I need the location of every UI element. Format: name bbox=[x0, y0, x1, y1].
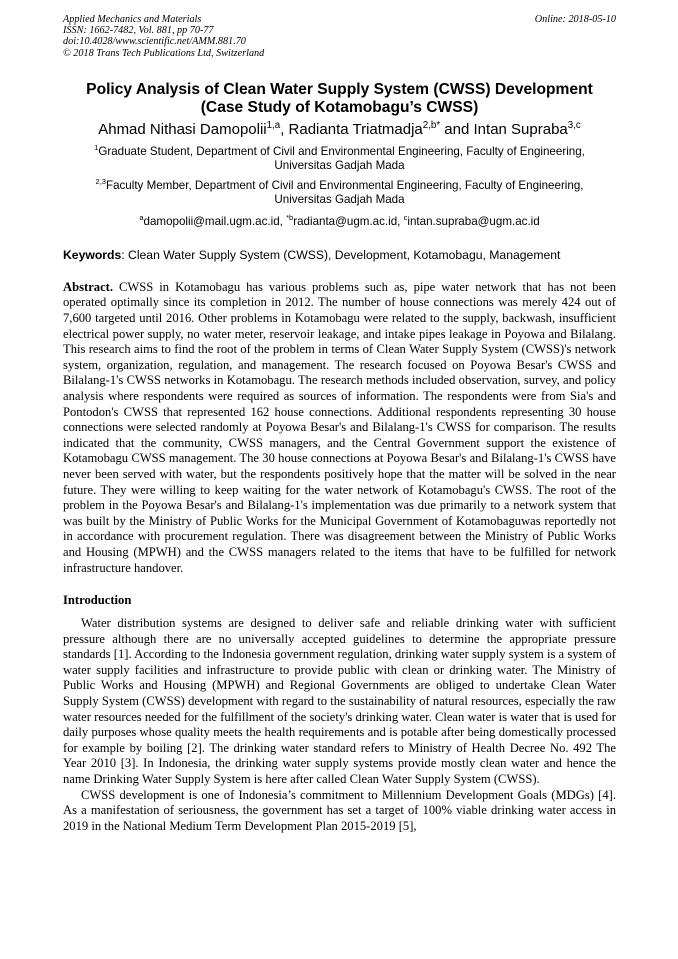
author-separator: and bbox=[440, 120, 474, 138]
email-superscript: c bbox=[403, 212, 408, 222]
affiliation-2 bbox=[63, 176, 616, 207]
author-superscript: 1,a bbox=[266, 119, 281, 131]
affiliation-institution: Universitas Gadjah Mada bbox=[274, 158, 405, 172]
email-list bbox=[63, 212, 616, 229]
affiliation-institution: Universitas Gadjah Mada bbox=[274, 192, 405, 206]
paper-title bbox=[63, 81, 616, 117]
issn-line: ISSN: 1662-7482, Vol. 881, pp 70-77 bbox=[63, 25, 214, 37]
keywords bbox=[63, 248, 616, 263]
affiliation-text: Faculty Member, Department of Civil and Environmental Engineering, Faculty of Engineering, bbox=[105, 178, 584, 192]
email-superscript: a bbox=[139, 212, 144, 222]
abstract-text: CWSS in Kotamobagu has various problems such as, pipe water network that has not been operated optimally since its completion in 2012. The number of house connections was merely 424 out of 7,600 targeted until 2016. Other problems in Kotamobagu were related to the supply, backwash, insufficient electrical power supply, no water meter, reservoir leakage, and intake pipes leakage in Poyowa and Bilalang. This research aims to find the root of the problem in terms of Clean Water Supply System (CWSS)'s network system, organization, regulation, and management. The research focused on Poyowa Besar's CWSS and Bilalang-1's CWSS networks in Kotamobagu. The research methods included observation, survey, and policy analysis where respondents were required as sources of information. The respondents were from Sia's and Pontodon's CWSS that represented 162 house connections. Additional respondents representing 30 house connections were selected randomly at Poyowa Besar's and Bilalang-1's CWSS for comparison. The results indicated that the community, CWSS managers, and the Central Government support the existence of Kotamobagu CWSS management. The 30 house connections at Poyowa Besar's and Bilalang-1's CWSS have never been served with water, but the respondents positively hope that the matter will be solved in the near future. They were willing to keep waiting for the water network of Kotamobagu's CWSS. The root of the problem in the Poyowa Besar's and Bilalang-1's implementation was due primarily to a network system that was built by the Ministry of Public Works for the Municipal Government of Kotamobaguwas reportedly not in accordance with procurement regulation. There was disagreement between the Ministry of Public Works and Housing (MPWH) and the CWSS managers related to the items that have to be fulfilled for network infrastructure handover. bbox=[63, 279, 616, 575]
affiliation-superscript: 1 bbox=[94, 142, 99, 152]
paper-page bbox=[63, 14, 616, 834]
doi-line: doi:10.4028/www.scientific.net/AMM.881.70 bbox=[63, 36, 246, 48]
email-link[interactable]: damopolii@mail.ugm.ac.id bbox=[143, 214, 280, 228]
abstract bbox=[63, 280, 616, 576]
author-name: Radianta Triatmadja bbox=[288, 120, 423, 138]
email-separator: , bbox=[279, 214, 287, 228]
email-link[interactable]: intan.supraba@ugm.ac.id bbox=[407, 214, 540, 228]
author-name: Intan Supraba bbox=[473, 120, 568, 138]
keywords-text: : Clean Water Supply System (CWSS), Development, Kotamobagu, Management bbox=[121, 247, 561, 262]
abstract-label: Abstract. bbox=[63, 279, 114, 294]
email-link[interactable]: radianta@ugm.ac.id bbox=[293, 214, 398, 228]
copyright-line: © 2018 Trans Tech Publications Ltd, Switzerland bbox=[63, 47, 265, 59]
email-separator: , bbox=[397, 214, 404, 228]
title-line-2: (Case Study of Kotamobagu’s CWSS) bbox=[200, 98, 479, 116]
author-list bbox=[63, 121, 616, 139]
author-superscript: 2,b* bbox=[422, 119, 441, 131]
journal-name: Applied Mechanics and Materials bbox=[63, 14, 202, 25]
affiliation-text: Graduate Student, Department of Civil and Environmental Engineering, Faculty of Engineering, bbox=[98, 144, 585, 158]
affiliation-1 bbox=[63, 142, 616, 173]
introduction-paragraph: CWSS development is one of Indonesia’s commitment to Millennium Development Goals (MDGs) [4]. As a manifestation of seriousness, the government has set a target of 100% viable drinking water access in 2019 in the National Medium Term Development Plan 2015-2019 [5], bbox=[63, 787, 616, 833]
online-date: Online: 2018-05-10 bbox=[534, 14, 616, 25]
author-name: Ahmad Nithasi Damopolii bbox=[98, 120, 267, 138]
email-superscript: *b bbox=[286, 212, 294, 222]
affiliation-superscript: 2,3 bbox=[95, 176, 106, 186]
author-superscript: 3,c bbox=[567, 119, 581, 131]
journal-header bbox=[63, 14, 616, 59]
introduction-paragraph: Water distribution systems are designed to deliver safe and reliable drinking water with sufficient pressure although there are no universally accepted guidelines to determine the appropriate pressure standards [1]. According to the Indonesia government regulation, drinking water supply system is a system of water supply facilities and infrastructure to provide public with clean or drinking water. The Ministry of Public Works and Housing (MPWH) and Regional Governments are obliged to undertake Clean Water Supply System (CWSS) development with regard to the sustainability of natural resources, especially the raw water resources needed for the fulfillment of the society's drinking water. Clean water is water that is used for daily purposes whose quality meets the health requirements and is potable after being domestically processed for example by boiling [2]. The drinking water standard refers to Ministry of Health Decree No. 492 The Year 2010 [3]. In Indonesia, the drinking water supply systems provide mostly clean water and hence the name Drinking Water Supply System is here after called Clean Water Supply System (CWSS). bbox=[63, 616, 616, 787]
author-separator: , bbox=[280, 120, 289, 138]
keywords-label: Keywords bbox=[63, 247, 122, 262]
introduction-heading: Introduction bbox=[63, 593, 132, 608]
title-line-1: Policy Analysis of Clean Water Supply System (CWSS) Development bbox=[86, 80, 593, 98]
